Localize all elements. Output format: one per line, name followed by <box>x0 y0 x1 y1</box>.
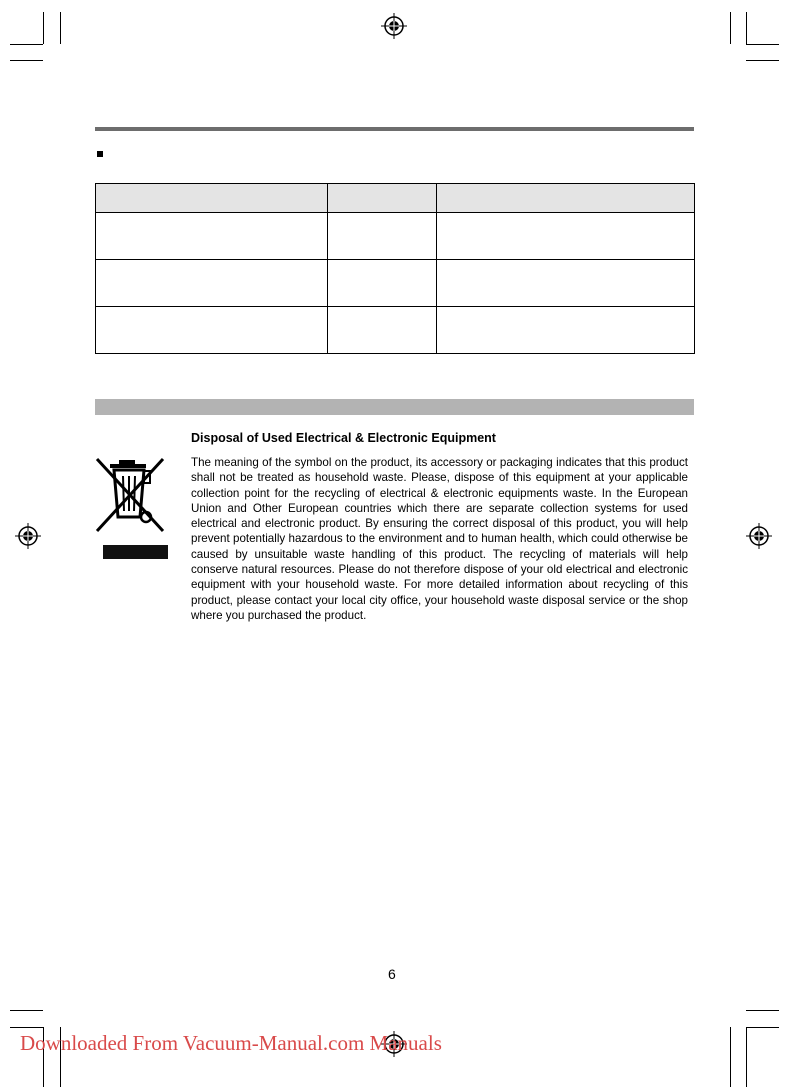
bullet-icon <box>97 151 103 157</box>
disposal-heading: Disposal of Used Electrical & Electronic Equipment <box>191 431 496 445</box>
page-number: 6 <box>388 966 396 982</box>
table-header-cell <box>437 184 695 213</box>
weee-bin-icon <box>94 455 166 535</box>
crop-mark <box>730 1027 731 1087</box>
registration-mark-icon <box>746 523 772 549</box>
table-cell <box>437 307 695 354</box>
disposal-body: The meaning of the symbol on the product, its accessory or packaging indicates that this product shall not be treated as household waste. Please, dispose of this equipment at your applicable collection point for the recycling of electrical & electronic equipments waste. In the European Union and Other European countries which there are separate collection systems for used electrical and electronic product. By ensuring the correct disposal of this product, you will help prevent potentially hazardous to the environment and to human health, which could otherwise be caused by unsuitable waste handling of this product. The recycling of materials will help conserve natural resources. Please do not therefore dispose of your old electrical and electronic equipment with your household waste. For more detailed information about recycling of this product, please contact your local city office, your household waste disposal service or the shop where you purchased the product. <box>191 456 688 622</box>
crop-mark <box>746 1010 779 1011</box>
table-row <box>96 260 695 307</box>
section-divider <box>95 127 694 131</box>
spec-table <box>95 183 695 354</box>
table-cell <box>96 307 328 354</box>
crop-mark <box>746 1027 747 1087</box>
crop-mark <box>10 1027 43 1028</box>
crop-mark <box>730 12 731 44</box>
table-cell <box>96 260 328 307</box>
table-header-row <box>96 184 695 213</box>
crop-mark <box>746 12 747 44</box>
crop-mark <box>10 60 43 61</box>
weee-bar <box>103 545 168 559</box>
table-cell <box>437 213 695 260</box>
crop-mark <box>746 60 779 61</box>
download-source-link[interactable]: Downloaded From Vacuum-Manual.com Manuals <box>20 1031 442 1055</box>
table-cell <box>328 307 437 354</box>
crop-mark <box>746 44 779 45</box>
crop-mark <box>10 1010 43 1011</box>
table-row <box>96 307 695 354</box>
registration-mark-icon <box>381 13 407 39</box>
registration-mark-icon <box>15 523 41 549</box>
crop-mark <box>10 44 43 45</box>
crop-mark <box>60 12 61 44</box>
table-cell <box>328 260 437 307</box>
table-header-cell <box>96 184 328 213</box>
crop-mark <box>43 12 44 44</box>
table-cell <box>437 260 695 307</box>
section-band <box>95 399 694 415</box>
table-cell <box>328 213 437 260</box>
table-header-cell <box>328 184 437 213</box>
table-cell <box>96 213 328 260</box>
table-row <box>96 213 695 260</box>
crop-mark <box>746 1027 779 1028</box>
